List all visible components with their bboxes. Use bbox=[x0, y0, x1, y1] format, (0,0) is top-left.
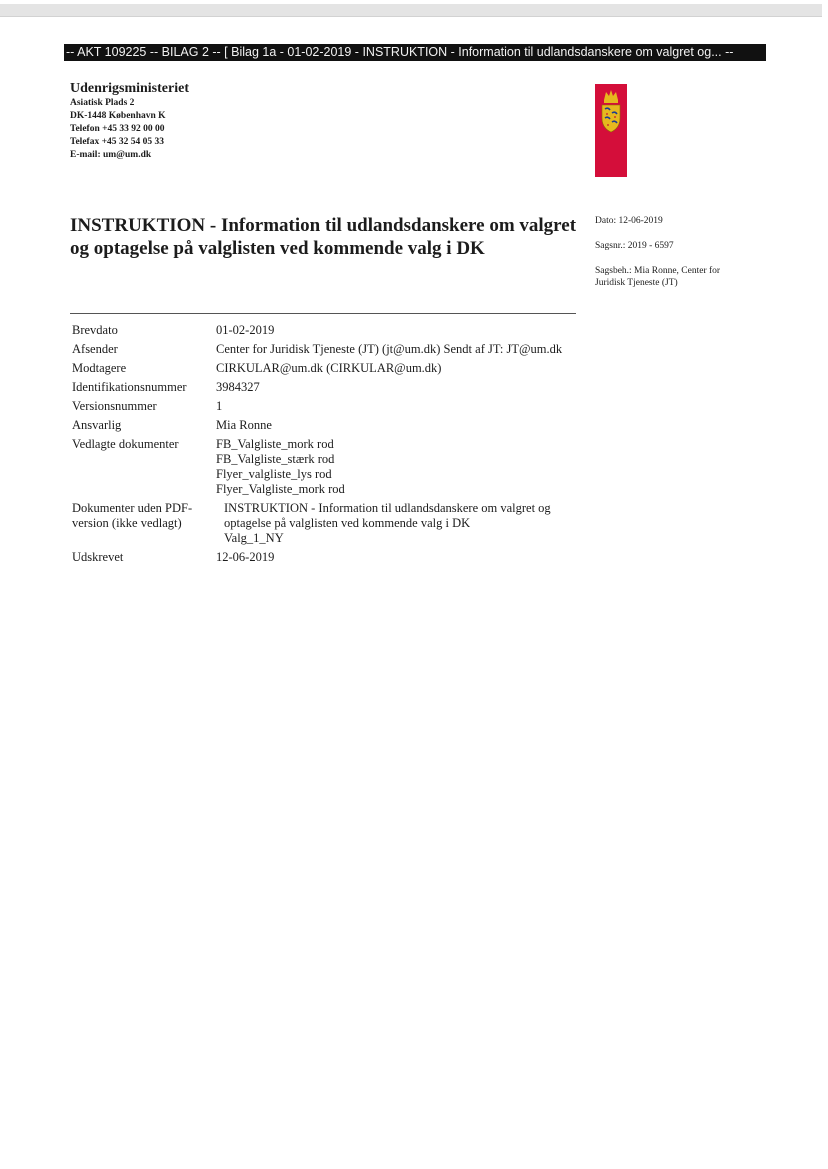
metadata-label: Vedlagte dokumenter bbox=[72, 437, 179, 451]
sender-organisation: Udenrigsministeriet bbox=[70, 81, 189, 96]
case-number-field: Sagsnr.: 2019 - 6597 bbox=[595, 241, 674, 251]
sender-postal-line: DK-1448 København K bbox=[70, 111, 166, 121]
metadata-row-modtagere bbox=[72, 361, 592, 376]
sender-phone: Telefon +45 33 92 00 00 bbox=[70, 124, 165, 134]
metadata-row-dokumenter-uden-pdf bbox=[72, 501, 592, 546]
metadata-value: CIRKULAR@um.dk (CIRKULAR@um.dk) bbox=[216, 361, 442, 375]
sender-address-block bbox=[70, 80, 189, 162]
metadata-row-ansvarlig bbox=[72, 418, 592, 433]
metadata-row-udskrevet bbox=[72, 550, 592, 565]
sender-email: E-mail: um@um.dk bbox=[70, 150, 152, 160]
metadata-value: FB_Valgliste_stærk rod bbox=[216, 452, 335, 466]
metadata-label: Udskrevet bbox=[72, 550, 124, 564]
metadata-label: Identifikationsnummer bbox=[72, 380, 187, 394]
metadata-value: INSTRUKTION - Information til udlandsdanskere om valgret og bbox=[224, 501, 551, 515]
metadata-value: 3984327 bbox=[216, 380, 260, 394]
metadata-row-identifikationsnummer bbox=[72, 380, 592, 395]
metadata-label: Ansvarlig bbox=[72, 418, 122, 432]
metadata-value: Center for Juridisk Tjeneste (JT) (jt@um.dk) Sendt af JT: JT@um.dk bbox=[216, 342, 563, 356]
document-title: INSTRUKTION - Information til udlandsdanskere om valgret og optagelse på valglisten ved kommende valg i DK bbox=[70, 215, 577, 259]
metadata-value: Flyer_valgliste_lys rod bbox=[216, 467, 332, 481]
metadata-value: Valg_1_NY bbox=[224, 531, 284, 545]
scan-top-edge bbox=[0, 4, 822, 17]
metadata-row-versionsnummer bbox=[72, 399, 592, 414]
metadata-value: FB_Valgliste_mork rod bbox=[216, 437, 334, 451]
akt-banner: -- AKT 109225 -- BILAG 2 -- [ Bilag 1a - 01-02-2019 - INSTRUKTION - Information til udlandsdanskere om valgret og... -- bbox=[64, 44, 766, 61]
sender-address-line: Asiatisk Plads 2 bbox=[70, 98, 135, 108]
metadata-label: Versionsnummer bbox=[72, 399, 157, 413]
metadata-value: Mia Ronne bbox=[216, 418, 272, 432]
metadata-value: Flyer_Valgliste_mork rod bbox=[216, 482, 345, 496]
metadata-value: 01-02-2019 bbox=[216, 323, 275, 337]
sender-fax: Telefax +45 32 54 05 33 bbox=[70, 137, 164, 147]
metadata-value: 12-06-2019 bbox=[216, 550, 275, 564]
date-field: Dato: 12-06-2019 bbox=[595, 216, 663, 226]
metadata-label: Afsender bbox=[72, 342, 118, 356]
metadata-value: 1 bbox=[216, 399, 223, 413]
metadata-label: Brevdato bbox=[72, 323, 118, 337]
ministry-coat-of-arms-logo bbox=[595, 84, 627, 177]
metadata-row-vedlagte-dokumenter bbox=[72, 437, 592, 497]
metadata-row-afsender bbox=[72, 342, 592, 357]
case-handler-field: Sagsbeh.: Mia Ronne, Center for Juridisk Tjeneste (JT) bbox=[595, 266, 721, 288]
metadata-label: Dokumenter uden PDF-version (ikke vedlagt) bbox=[72, 501, 193, 530]
metadata-label: Modtagere bbox=[72, 361, 127, 375]
metadata-row-brevdato bbox=[72, 323, 592, 338]
metadata-value: optagelse på valglisten ved kommende valg i DK bbox=[224, 516, 471, 530]
horizontal-divider bbox=[70, 313, 576, 314]
metadata-table bbox=[72, 323, 592, 569]
